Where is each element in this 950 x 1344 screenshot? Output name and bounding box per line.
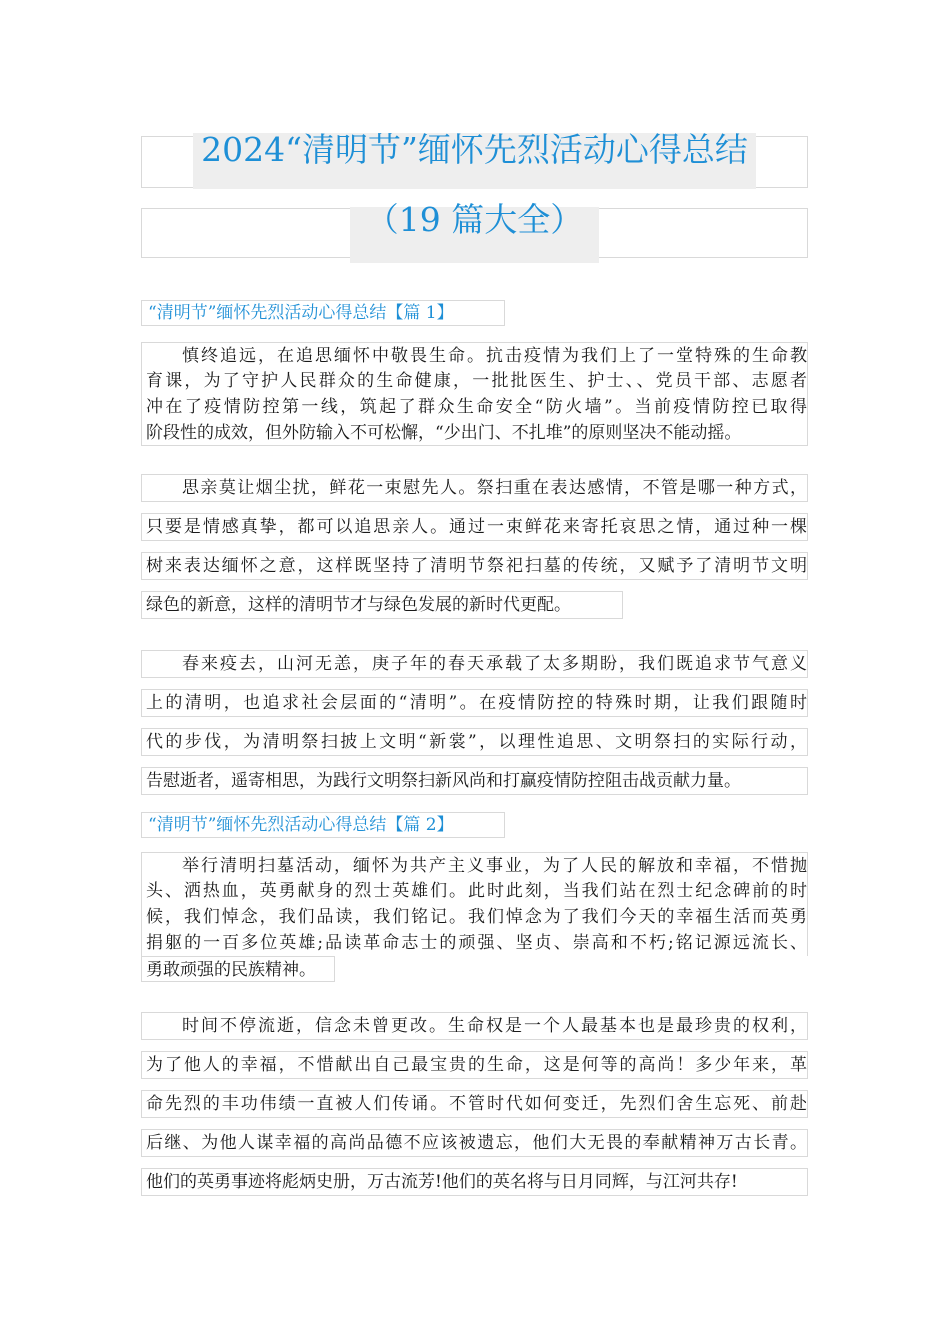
paragraph-line: 思亲莫让烟尘扰，鲜花一束慰先人。祭扫重在表达感情，不管是哪一种方式， [141,474,808,502]
document-title-line-2-box [141,200,808,258]
paragraph-line: 育课，为了守护人民群众的生命健康，一批批医生、护士、、党员干部、志愿者 [141,368,808,394]
paragraph-line: 命先烈的丰功伟绩一直被人们传诵。不管时代如何变迁，先烈们舍生忘死、前赴 [141,1090,808,1118]
document-title-line-1-box [141,130,808,188]
paragraph-line: 头、洒热血，英勇献身的烈士英雄们。此时此刻，当我们站在烈士纪念碑前的时 [141,878,808,904]
document-title-line-2: （19 篇大全） [350,207,599,263]
paragraph-line: 冲在了疫情防控第一线，筑起了群众生命安全“防火墙”。当前疫情防控已取得 [141,394,808,420]
paragraph-line: 他们的英勇事迹将彪炳史册，万古流芳!他们的英名将与日月同辉，与江河共存! [141,1168,808,1196]
paragraph-line: 举行清明扫墓活动，缅怀为共产主义事业，为了人民的解放和幸福，不惜抛 [141,852,808,878]
paragraph-line: 树来表达缅怀之意，这样既坚持了清明节祭祀扫墓的传统，又赋予了清明节文明 [141,552,808,580]
paragraph-line: 告慰逝者，遥寄相思，为践行文明祭扫新风尚和打赢疫情防控阻击战贡献力量。 [141,767,808,795]
paragraph-line: 候，我们悼念，我们品读，我们铭记。我们悼念为了我们今天的幸福生活而英勇 [141,904,808,930]
paragraph-line: 只要是情感真挚，都可以追思亲人。通过一束鲜花来寄托哀思之情，通过种一棵 [141,513,808,541]
paragraph-line: 勇敢顽强的民族精神。 [141,956,335,982]
paragraph-line: 时间不停流逝，信念未曾更改。生命权是一个人最基本也是最珍贵的权利， [141,1012,808,1040]
paragraph-line: 后继、为他人谋幸福的高尚品德不应该被遗忘，他们大无畏的奉献精神万古长青。 [141,1129,808,1157]
paragraph-line: 代的步伐，为清明祭扫披上文明“新裳”，以理性追思、文明祭扫的实际行动， [141,728,808,756]
paragraph-line: 为了他人的幸福，不惜献出自己最宝贵的生命，这是何等的高尚！多少年来，革 [141,1051,808,1079]
paragraph-line: 春来疫去，山河无恙，庚子年的春天承载了太多期盼，我们既追求节气意义 [141,650,808,678]
section-heading-2: “清明节”缅怀先烈活动心得总结【篇 2】 [141,812,505,838]
paragraph-line: 绿色的新意，这样的清明节才与绿色发展的新时代更配。 [141,591,623,619]
paragraph-line: 阶段性的成效，但外防输入不可松懈，“少出门、不扎堆”的原则坚决不能动摇。 [141,420,808,446]
paragraph-line: 慎终追远，在追思缅怀中敬畏生命。抗击疫情为我们上了一堂特殊的生命教 [141,342,808,368]
paragraph-line: 上的清明，也追求社会层面的“清明”。在疫情防控的特殊时期，让我们跟随时 [141,689,808,717]
paragraph-line: 捐躯的一百多位英雄;品读革命志士的顽强、坚贞、崇高和不朽;铭记源远流长、 [141,930,808,956]
section-heading-1: “清明节”缅怀先烈活动心得总结【篇 1】 [141,300,505,326]
document-title-line-1: 2024“清明节”缅怀先烈活动心得总结 [193,133,756,189]
